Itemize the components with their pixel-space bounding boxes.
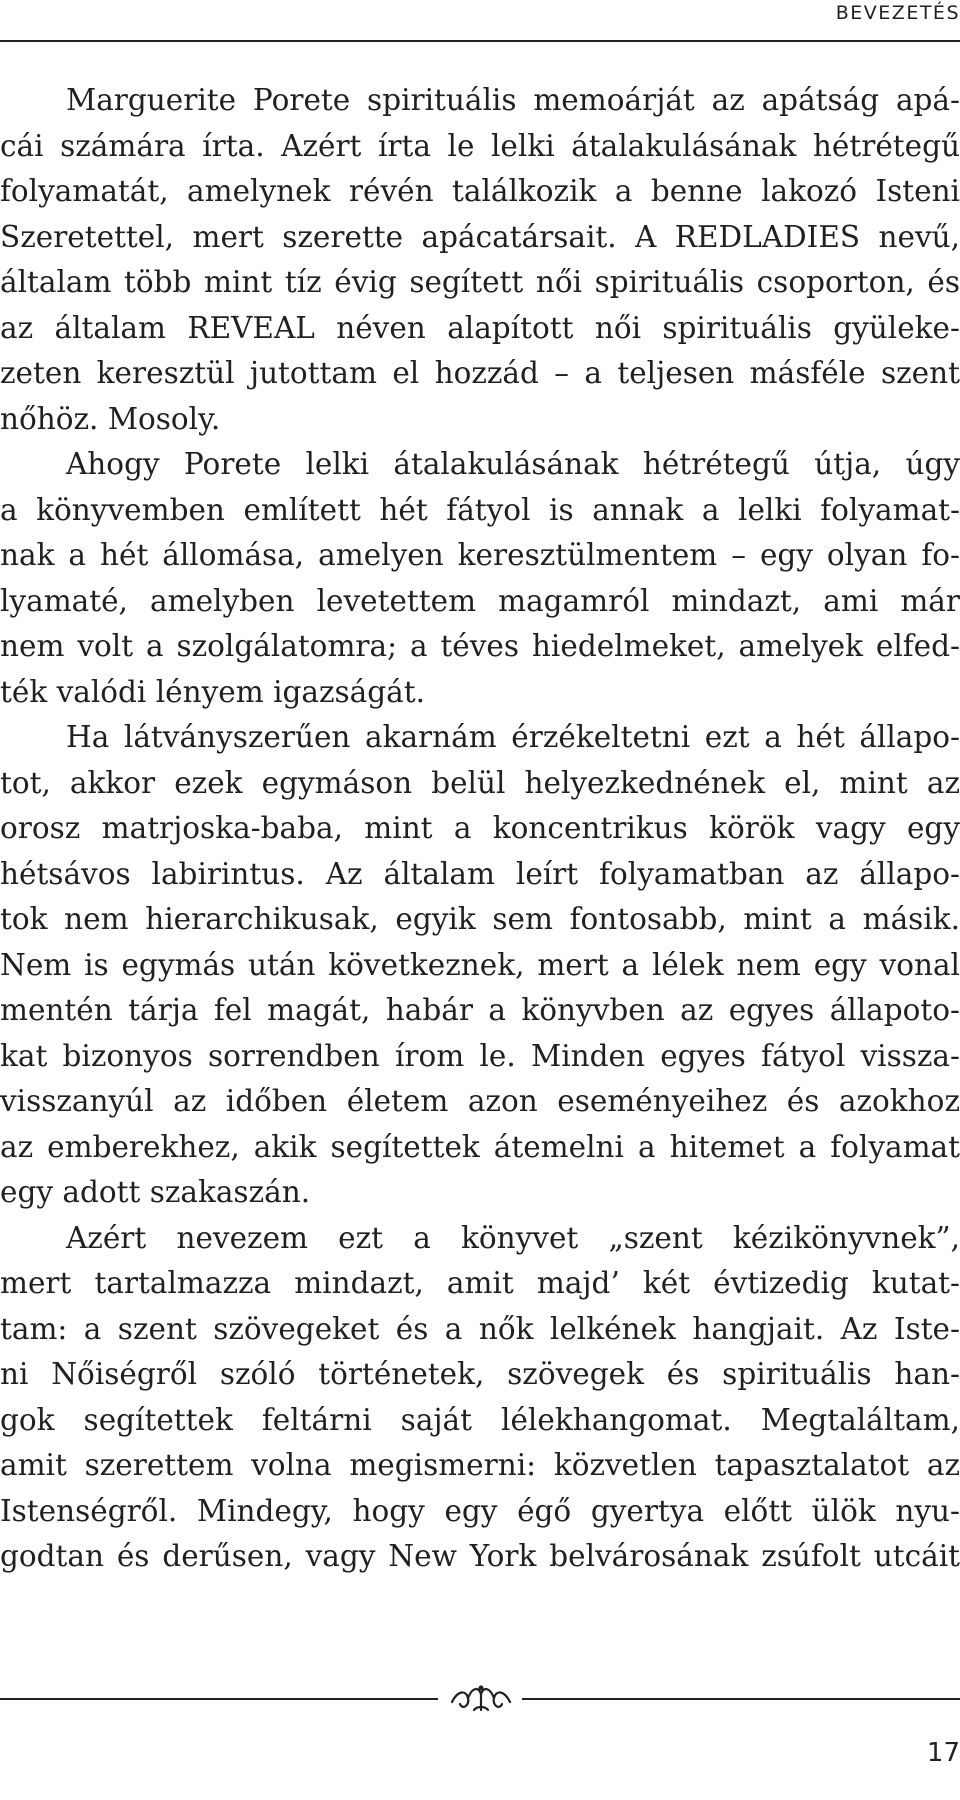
text-line: amit szerettem volna megismerni: közvetlen tapasztalatot az [0,1448,960,1482]
text-line: Szeretettel, mert szerette apácatársait. A REDLADIES nevű, [0,219,960,254]
page-number: 17 [926,1738,960,1768]
text-line: tot, akkor ezek egymáson belül helyezkednének el, mint az [0,765,960,800]
footer-rule-right [522,1698,960,1700]
text-line: nem volt a szolgálatomra; a téves hiedelmeket, amelyek elfed- [0,629,960,663]
text-line: nőhöz. Mosoly. [0,401,221,436]
text-line: az általam REVEAL néven alapított női spirituális gyüleke- [0,310,960,345]
text-line: az emberekhez, akik segítettek átemelni a hitemet a folyamat [0,1129,960,1164]
text-line: hétsávos labirintus. Az általam leírt folyamatban az állapo- [0,856,960,891]
text-line: zeten keresztül jutottam el hozzád – a teljesen másféle szent [0,356,960,390]
text-line: Ahogy Porete lelki átalakulásának hétrétegű útja, úgy [66,447,960,481]
text-line: tam: a szent szövegeket és a nők lelkének hangjait. Az Iste- [0,1311,960,1346]
text-line: mentén tárja fel magát, habár a könyvben az egyes állapoto- [0,993,960,1027]
text-line: orosz matrjoska-baba, mint a koncentrikus körök vagy egy [0,811,960,845]
body-text [0,78,960,1580]
text-line: ni Nőiségről szóló történetek, szövegek és spirituális han- [0,1357,960,1391]
text-line: nak a hét állomása, amelyen keresztülmentem – egy olyan fo- [0,538,960,572]
text-line: általam több mint tíz évig segített női spirituális csoporton, és [0,265,960,299]
text-line: egy adott szakaszán. [0,1175,311,1209]
text-line: gok segítettek feltárni saját lélekhangomat. Megtaláltam, [0,1402,960,1437]
running-header: BEVEZETÉS [835,2,960,24]
text-line: Ha látványszerűen akarnám érzékeltetni ezt a hét állapo- [66,720,960,754]
text-line: folyamatát, amelynek révén találkozik a benne lakozó Isteni [0,174,960,208]
text-line: kat bizonyos sorrendben írom le. Minden egyes fátyol vissza- [0,1038,960,1073]
text-line: Marguerite Porete spirituális memoárját az apátság apá- [66,83,960,117]
floral-ornament-icon [448,1680,514,1716]
text-line: Istenségről. Mindegy, hogy egy égő gyertya előtt ülök nyu- [0,1493,960,1528]
text-line: visszanyúl az időben életem azon eseményeihez és azokhoz [0,1084,960,1118]
text-line: cái számára írta. Azért írta le lelki átalakulásának hétrétegű [0,128,960,163]
text-line: lyamaté, amelyben levetettem magamról mindazt, ami már [0,583,960,618]
text-line: godtan és derűsen, vagy New York belvárosának zsúfolt utcáit [0,1539,960,1573]
text-line: a könyvemben említett hét fátyol is annak a lelki folyamat- [0,492,960,527]
text-line: ték valódi lényem igazságát. [0,674,425,709]
text-line: mert tartalmazza mindazt, amit majd’ két évtizedig kutat- [0,1266,960,1300]
footer-rule-left [0,1698,438,1700]
text-line: tok nem hierarchikusak, egyik sem fontosabb, mint a másik. [0,902,960,936]
header-rule [0,40,960,42]
text-line: Azért nevezem ezt a könyvet „szent kézikönyvnek”, [66,1220,960,1255]
text-line: Nem is egymás után következnek, mert a lélek nem egy vonal [0,947,960,982]
